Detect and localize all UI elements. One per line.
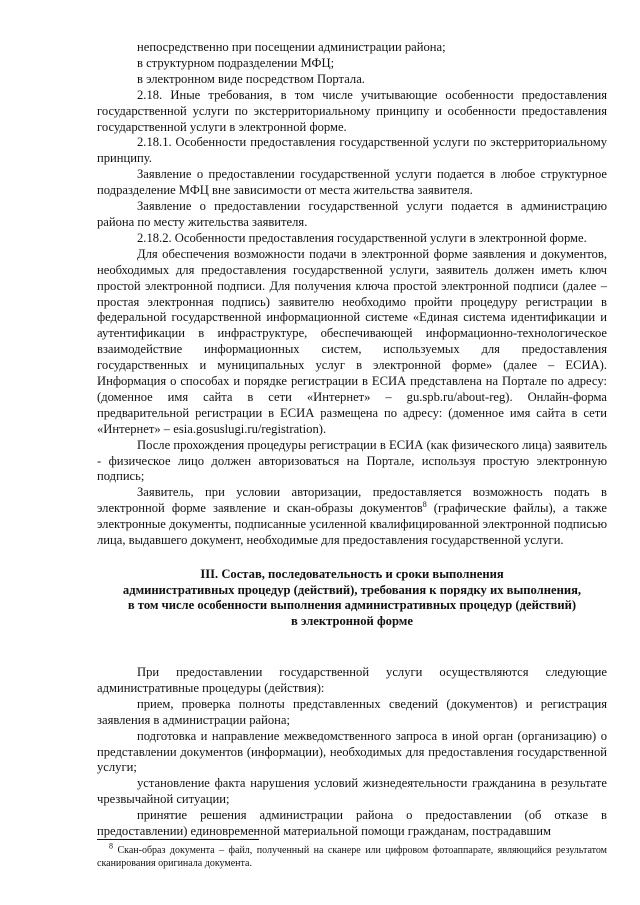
footnote [97, 841, 607, 870]
paragraph: в электронном виде посредством Портала. [137, 71, 365, 86]
footnote-text: Скан-образ документа – файл, полученный на сканере или цифровом фотоаппарате, являющийся результатом сканирования оригинала документа. [97, 845, 607, 869]
paragraph: 2.18. Иные требования, в том числе учитывающие особенности предоставления государственной услуги по экстерриториальному принципу и особенности предоставления государственной услуги в электронной форме. [97, 87, 607, 134]
document-body [97, 40, 607, 840]
paragraph: При предоставлении государственной услуги осуществляются следующие административные процедуры (действия): [97, 665, 607, 695]
paragraph: Заявление о предоставлении государственной услуги подается в администрацию района по месту жительства заявителя. [97, 199, 607, 229]
heading-line: в том числе особенности выполнения административных процедур (действий) [127, 598, 577, 612]
footnote-mark: 8 [109, 841, 113, 851]
footnote-divider [97, 839, 259, 840]
paragraph: Заявление о предоставлении государственной услуги подается в любое структурное подразделение МФЦ вне зависимости от места жительства заявителя. [97, 167, 607, 198]
footnote-ref: 8 [422, 500, 427, 510]
paragraph: подготовка и направление межведомственного запроса в иной орган (организацию) о представлении документов (информации), необходимых для предоставления государственной услуги; [97, 728, 607, 775]
heading-line: III. Состав, последовательность и сроки выполнения [200, 567, 504, 581]
section-heading [97, 567, 607, 629]
paragraph-text: Заявитель, при условии авторизации, предоставляется возможность подать в электронной форме заявление и скан-образы документов [97, 485, 607, 516]
paragraph: прием, проверка полноты представленных сведений (документов) и регистрация заявления в администрации района; [97, 696, 607, 727]
paragraph: 2.18.1. Особенности предоставления государственной услуги по экстерриториальному принципу. [97, 135, 607, 166]
paragraph: установление факта нарушения условий жизнедеятельности гражданина в результате чрезвычайной ситуации; [97, 776, 607, 807]
paragraph: в структурном подразделении МФЦ; [137, 55, 335, 70]
paragraph-text: (графические файлы), а также электронные документы, подписанные усиленной квалифицированной электронной подписью лица, выдавшего документ, необходимые для предоставления государственной услуги. [97, 501, 607, 548]
paragraph: 2.18.2. Особенности предоставления государственной услуги в электронной форме. [137, 230, 587, 245]
paragraph: Для обеспечения возможности подачи в электронной форме заявления и документов, необходимых для предоставления государственной услуги, заявитель должен иметь ключ простой электронной подписи. Для получения ключа простой электронной подписи (далее – простая электронная подпись) заявителю необходимо пройти процедуру регистрации в федеральной государственной информационной системе «Единая система идентификации и аутентификации в инфраструктуре, обеспечивающей информационно-технологическое взаимодействие информационных систем, используемых для предоставления государственных и муниципальных услуг в электронной форме» (далее – ЕСИА). Информация о способах и порядке регистрации в ЕСИА представлена на Портале по адресу: (доменное имя сайта в сети «Интернет» – gu.spb.ru/about-reg). Онлайн-форма предварительной регистрации в ЕСИА размещена по адресу: (доменное имя сайта в сети «Интернет» – esia.gosuslugi.ru/registration). [97, 246, 607, 436]
paragraph: непосредственно при посещении администрации района; [137, 40, 446, 54]
paragraph: После прохождения процедуры регистрации в ЕСИА (как физического лица) заявитель - физическое лицо должен авторизоваться на Портале, используя простую электронную подпись; [97, 437, 607, 484]
heading-line: административных процедур (действий), требования к порядку их выполнения, [122, 582, 582, 597]
paragraph-with-footnote [97, 485, 607, 549]
heading-line: в электронной форме [291, 613, 413, 628]
paragraph: принятие решения администрации района о предоставлении (об отказе в предоставлении) единовременной материальной помощи гражданам, пострадавшим [97, 808, 607, 839]
